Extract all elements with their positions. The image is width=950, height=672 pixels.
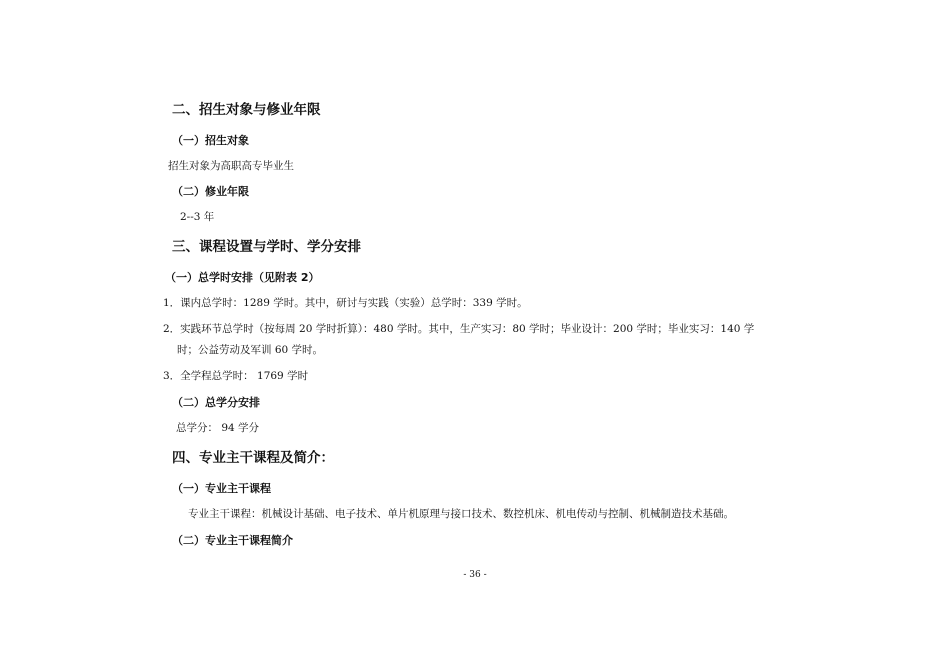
section-3-2-heading: （二）总学分安排 <box>172 396 260 409</box>
section-2-2-heading: （二）修业年限 <box>172 185 249 198</box>
section-2-heading: 二、招生对象与修业年限 <box>172 102 321 118</box>
section-4-1-heading: （一）专业主干课程 <box>172 482 271 495</box>
list-item: 2．实践环节总学时（按每周 20 学时折算）：480 学时。其中，生产实习：80 学时；毕业设计：200 学时；毕业实习：140 学 <box>163 323 755 335</box>
core-courses-text: 专业主干课程：机械设计基础、电子技术、单片机原理与接口技术、数控机床、机电传动与控制、机械制造技术基础。 <box>188 508 734 520</box>
list-item: 1．课内总学时：1289 学时。其中，研讨与实践（实验）总学时：339 学时。 <box>163 297 528 309</box>
list-item: 3．全学程总学时： 1769 学时 <box>163 370 309 382</box>
section-4-heading: 四、专业主干课程及简介： <box>172 450 334 466</box>
total-credits-text: 总学分： 94 学分 <box>176 422 260 434</box>
enrollment-target-text: 招生对象为高职高专毕业生 <box>168 160 294 172</box>
section-3-heading: 三、课程设置与学时、学分安排 <box>172 239 361 255</box>
section-2-1-heading: （一）招生对象 <box>172 134 249 147</box>
section-3-1-heading: （一）总学时安排（见附表 2） <box>165 271 320 284</box>
section-4-2-heading: （二）专业主干课程简介 <box>172 534 293 547</box>
list-item-continuation: 时；公益劳动及军训 60 学时。 <box>177 344 324 356</box>
study-duration-text: 2--3 年 <box>180 211 215 223</box>
page-number: - 36 - <box>463 570 487 580</box>
